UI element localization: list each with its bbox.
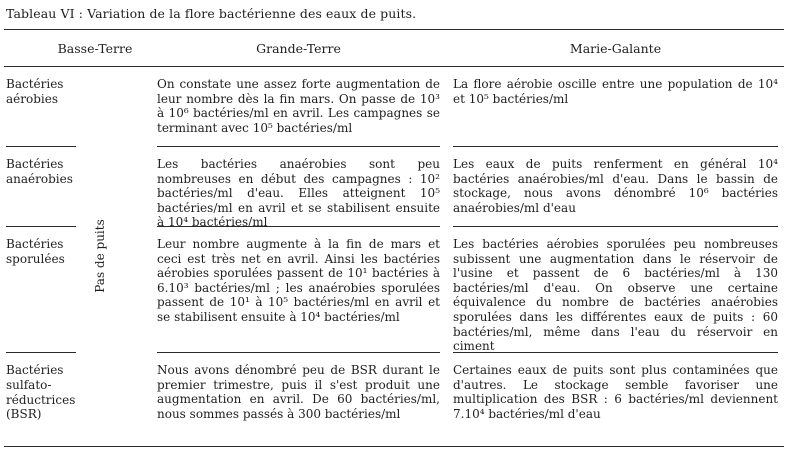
row-label-line: (BSR) [6,407,42,422]
table-caption: Tableau VI : Variation de la flore bactérienne des eaux de puits. [6,6,417,21]
bottom-rule [4,446,784,447]
row-label [6,237,86,267]
grande-terre-cell: Les bactéries anaérobies sont peu nombreuses en début des campagnes : 10² bactéries/ml d'eau. Elles atteignent 10⁵ bactéries/ml en avril et se stabilisent ensuite à 10⁴ bactéries/ml [157,157,440,230]
row-label-line: Bactéries [6,77,64,91]
row-label [6,363,86,422]
row-label [6,77,86,107]
grande-terre-cell: Leur nombre augmente à la fin de mars et ceci est très net en avril. Ainsi les bactéries aérobies sporulées passent de 10¹ bactéries à 6.10³ bactéries/ml ; les anaérobies sporulées passent de 10¹ à 10⁵ bactéries/ml en avril et se stabilisent ensuite à 10⁴ bactéries/ml [157,237,440,324]
row-separator [6,352,76,353]
row-separator [453,226,778,227]
row-label-line: Bactéries [6,363,64,377]
marie-galante-cell: Les eaux de puits renferment en général 10⁴ bactéries anaérobies/ml d'eau. Dans le bassin de stockage, nous avons dénombré 10⁶ bactéries anaérobies/ml d'eau [453,157,778,215]
row-label-line: Bactéries [6,237,64,251]
header-rule [4,66,784,67]
row-label-line: anaérobies [6,171,73,186]
header-basse-terre: Basse-Terre [57,41,133,56]
row-separator [6,226,76,227]
row-label-line: sulfato- [6,377,52,392]
row-label [6,157,86,187]
basse-terre-note: Pas de puits [93,219,107,293]
header-marie-galante: Marie-Galante [569,41,662,56]
marie-galante-cell: Certaines eaux de puits sont plus contaminées que d'autres. Le stockage semble favoriser une multiplication des BSR : 6 bactéries/ml deviennent 7.10⁴ bactéries/ml d'eau [453,363,778,421]
row-label-line: aérobies [6,91,58,106]
marie-galante-cell: Les bactéries aérobies sporulées peu nombreuses subissent une augmentation dans le réservoir de l'usine et passent de 6 bactéries/ml à 130 bactéries/ml d'eau. On observe une certaine équivalence du nombre de bactéries anaérobies sporulées dans les différentes eaux de puits : 60 bactéries/ml, même dans l'eau du réservoir en ciment [453,237,778,354]
grande-terre-cell: Nous avons dénombré peu de BSR durant le premier trimestre, puis il s'est produit une augmentation en avril. De 60 bactéries/ml, nous sommes passés à 300 bactéries/ml [157,363,440,421]
row-separator [453,146,778,147]
row-separator [157,352,440,353]
row-label-line: Bactéries [6,157,64,171]
grande-terre-cell: On constate une assez forte augmentation de leur nombre dès la fin mars. On passe de 10³ à 10⁶ bactéries/ml en avril. Les campagnes se terminant avec 10⁵ bactéries/ml [157,77,440,135]
header-grande-terre: Grande-Terre [256,41,341,56]
top-rule [4,29,784,30]
marie-galante-cell: La flore aérobie oscille entre une population de 10⁴ et 10⁵ bactéries/ml [453,77,778,106]
row-label-line: réductrices [6,392,76,407]
row-label-line: sporulées [6,251,65,266]
row-separator [6,146,76,147]
row-separator [157,146,440,147]
